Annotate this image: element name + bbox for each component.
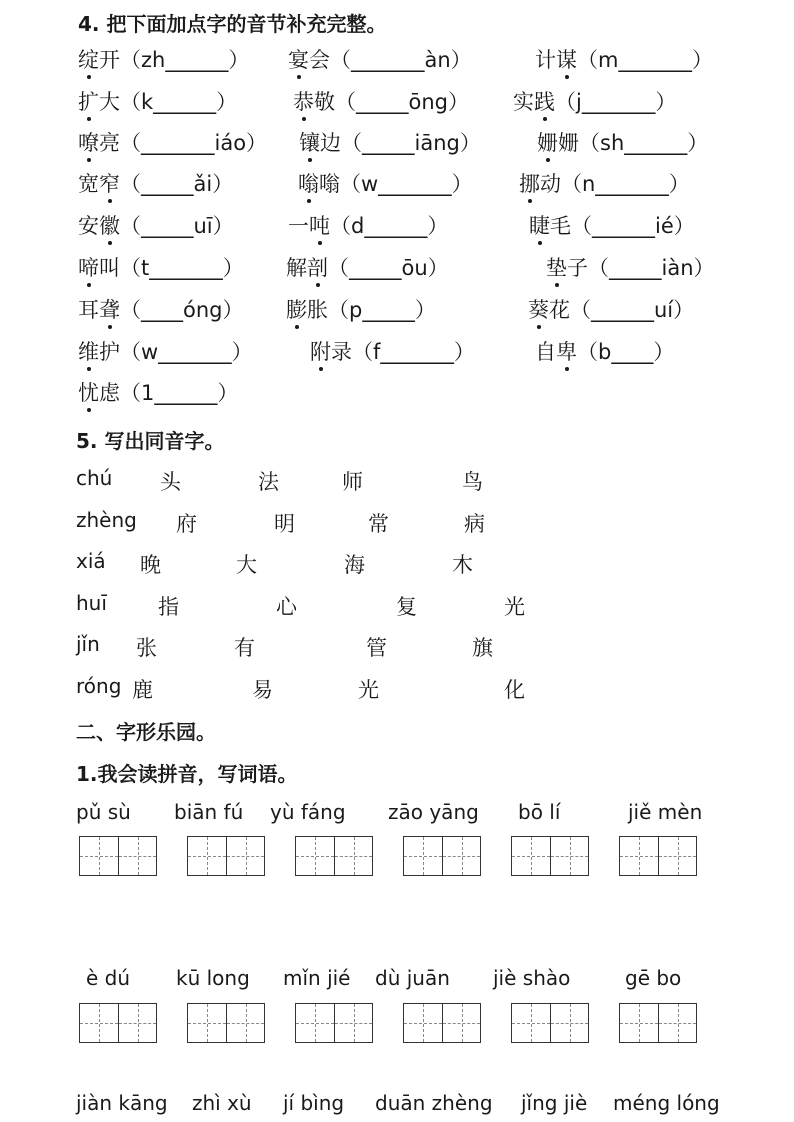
writing-grid[interactable] [295, 836, 373, 876]
q5-char: 晚 [140, 553, 161, 577]
q4-item: 维护（w_______） [78, 336, 253, 366]
q5-char: 复 [396, 595, 417, 619]
q4-item: 实践（j_______） [513, 86, 676, 116]
q5-char: 易 [252, 678, 273, 702]
writing-grid[interactable] [187, 1003, 265, 1043]
pinyin-label: jiě mèn [628, 800, 703, 824]
writing-grid[interactable] [295, 1003, 373, 1043]
q4-item: 挪动（n_______） [519, 168, 690, 198]
pinyin-label: zāo yāng [388, 800, 479, 824]
q5-char: 师 [342, 470, 363, 494]
q5-char: 旗 [472, 636, 493, 660]
writing-grid[interactable] [619, 1003, 697, 1043]
writing-grid[interactable] [619, 836, 697, 876]
q4-item: 绽开（zh______） [78, 44, 249, 74]
q5-char: 常 [368, 512, 389, 536]
q5-char: 心 [276, 595, 297, 619]
q4-item: 安徽（_____uī） [78, 210, 234, 240]
pinyin-label: jǐng jiè [521, 1091, 588, 1115]
pinyin-label: è dú [86, 966, 131, 990]
q4-item: 啼叫（t_______） [78, 252, 244, 282]
q5-char: 管 [366, 636, 387, 660]
pinyin-label: jiàn kāng [76, 1091, 168, 1115]
q5-char: 明 [274, 512, 295, 536]
writing-grid[interactable] [79, 1003, 157, 1043]
writing-grid[interactable] [511, 1003, 589, 1043]
q5-pinyin: xiá [76, 549, 106, 573]
pinyin-label: mǐn jié [283, 966, 351, 990]
q5-char: 化 [504, 678, 525, 702]
q4-item: 耳聋（____óng） [78, 294, 244, 324]
pinyin-label: jí bìng [283, 1091, 345, 1115]
q4-item: 嗡嗡（w_______） [298, 168, 473, 198]
q4-item: 宽窄（_____ǎi） [78, 168, 233, 198]
q4-item: 镶边（_____iāng） [299, 127, 481, 157]
q5-pinyin: róng [76, 674, 122, 698]
section2-subtitle: 1.我会读拼音，写词语。 [76, 762, 298, 786]
q5-char: 鹿 [132, 678, 153, 702]
q5-pinyin: jǐn [76, 632, 100, 656]
pinyin-label: jiè shào [493, 966, 571, 990]
q5-char: 府 [176, 512, 197, 536]
writing-grid[interactable] [79, 836, 157, 876]
writing-grid[interactable] [403, 836, 481, 876]
q5-char: 张 [136, 636, 157, 660]
q5-char: 鸟 [462, 470, 483, 494]
q4-item: 一吨（d______） [288, 210, 448, 240]
pinyin-label: zhì xù [192, 1091, 252, 1115]
q4-item: 附录（f_______） [310, 336, 475, 366]
q4-item: 睫毛（______ié） [529, 210, 695, 240]
section2-title: 二、字形乐园。 [76, 720, 216, 744]
q5-char: 病 [464, 512, 485, 536]
writing-grid[interactable] [511, 836, 589, 876]
q5-char: 木 [452, 553, 473, 577]
q4-item: 嘹亮（_______iáo） [78, 127, 267, 157]
q5-pinyin: chú [76, 466, 113, 490]
pinyin-label: méng lóng [613, 1091, 720, 1115]
q5-char: 指 [158, 595, 179, 619]
q4-item: 自卑（b____） [535, 336, 674, 366]
q5-char: 海 [344, 553, 365, 577]
q4-title: 4. 把下面加点字的音节补充完整。 [78, 12, 387, 36]
q5-pinyin: huī [76, 591, 107, 615]
pinyin-label: dù juān [375, 966, 450, 990]
q4-item: 计谋（m_______） [535, 44, 713, 74]
q4-item: 宴会（_______àn） [288, 44, 472, 74]
q5-pinyin: zhèng [76, 508, 137, 532]
pinyin-label: gē bo [625, 966, 682, 990]
pinyin-label: duān zhèng [375, 1091, 493, 1115]
q4-item: 垫子（_____iàn） [546, 252, 715, 282]
q4-item: 忧虑（1______） [78, 377, 238, 407]
q4-item: 扩大（k______） [78, 86, 237, 116]
q5-char: 头 [160, 470, 181, 494]
writing-grid[interactable] [187, 836, 265, 876]
q5-char: 有 [234, 636, 255, 660]
q4-item: 葵花（______uí） [528, 294, 694, 324]
q4-item: 姗姗（sh______） [537, 127, 708, 157]
q5-title: 5. 写出同音字。 [76, 429, 225, 453]
q4-item: 膨胀（p_____） [286, 294, 436, 324]
q5-char: 光 [358, 678, 379, 702]
q5-char: 光 [504, 595, 525, 619]
q5-char: 法 [258, 470, 279, 494]
q4-item: 恭敬（_____ōng） [293, 86, 469, 116]
pinyin-label: biān fú [174, 800, 244, 824]
writing-grid[interactable] [403, 1003, 481, 1043]
pinyin-label: yù fáng [270, 800, 346, 824]
pinyin-label: kū long [176, 966, 250, 990]
pinyin-label: bō lí [518, 800, 561, 824]
q4-item: 解剖（_____ōu） [286, 252, 449, 282]
pinyin-label: pǔ sù [76, 800, 131, 824]
q5-char: 大 [236, 553, 257, 577]
